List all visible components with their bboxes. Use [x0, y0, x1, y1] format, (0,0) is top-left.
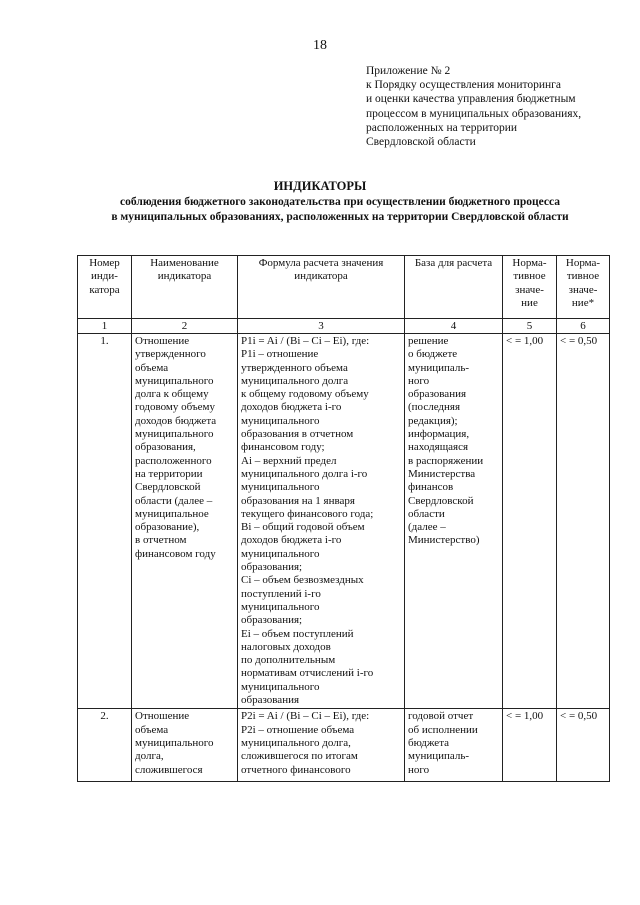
cell-line: редакция);	[408, 414, 458, 427]
header-cell-4	[405, 256, 503, 319]
cell-line: долга к общему	[135, 388, 209, 401]
cell-line: информация,	[408, 428, 470, 441]
header-cell-1	[78, 256, 132, 319]
cell-line: образования;	[241, 614, 303, 627]
header-cell-2	[132, 256, 238, 319]
cell-line: P2i – отношение объема	[241, 723, 355, 736]
cell-line: муниципальное	[135, 507, 209, 520]
cell-line: муниципального	[241, 547, 320, 560]
appendix-line: расположенных на территории	[366, 121, 518, 134]
cell-line: P1i – отношение	[241, 348, 319, 361]
cell-line: доходов бюджета i-го	[241, 401, 342, 414]
cell-line: финансов	[408, 481, 454, 494]
header-line: Норма-	[565, 257, 601, 269]
page-number: 18	[313, 38, 327, 53]
appendix-block	[366, 64, 626, 149]
header-cell-5	[503, 256, 557, 319]
cell-line: образование),	[135, 521, 200, 534]
column-number-cell: 5	[503, 319, 557, 334]
cell-line: P2i = Ai / (Bi – Ci – Ei), где:	[241, 710, 370, 723]
table-header-row	[78, 256, 610, 319]
cell-line: муниципального	[241, 600, 320, 613]
subtitle-line: в муниципальных образованиях, расположенных на территории Свердловской области	[111, 210, 569, 223]
normative-value-star-cell: < = 0,50	[557, 709, 610, 782]
cell-line: образования	[408, 388, 467, 401]
column-number-cell: 6	[557, 319, 610, 334]
document-title: ИНДИКАТОРЫ	[273, 179, 367, 193]
column-number-cell: 4	[405, 319, 503, 334]
cell-line: доходов бюджета i-го	[241, 534, 342, 547]
cell-line: расположенного	[135, 454, 212, 467]
cell-line: Ai – верхний предел	[241, 454, 337, 467]
indicator-name-cell	[132, 709, 238, 782]
cell-line: образования в отчетном	[241, 428, 354, 441]
normative-value-star-cell: < = 0,50	[557, 334, 610, 709]
cell-line: муниципаль-	[408, 361, 470, 374]
cell-line: муниципального	[135, 428, 214, 441]
cell-line: о бюджете	[408, 348, 458, 361]
cell-line: муниципального	[241, 680, 320, 693]
cell-line: в отчетном	[135, 534, 187, 547]
appendix-line: Свердловской области	[366, 136, 476, 149]
column-number-row	[78, 319, 610, 334]
cell-line: ного	[408, 374, 430, 387]
header-cell-6	[557, 256, 610, 319]
header-line: значе-	[568, 283, 598, 296]
indicator-number-cell: 2.	[78, 709, 132, 782]
header-line: индикатора	[157, 270, 212, 283]
cell-line: (последняя	[408, 401, 461, 414]
table-row	[78, 334, 610, 709]
cell-line: нормативам отчислений i-го	[241, 667, 374, 680]
cell-line: муниципального долга,	[241, 736, 351, 749]
cell-line: сложившегося по итогам	[241, 750, 358, 763]
header-line: значе-	[515, 283, 544, 296]
header-line: ние*	[571, 296, 595, 309]
cell-line: отчетного финансового	[241, 763, 351, 776]
cell-line: на территории	[135, 467, 203, 480]
appendix-line: к Порядку осуществления мониторинга	[366, 79, 562, 92]
cell-line: Ei – объем поступлений	[241, 627, 354, 640]
cell-line: образования,	[135, 441, 196, 454]
cell-line: поступлений i-го	[241, 587, 321, 600]
cell-line: области	[408, 507, 445, 520]
cell-line: объема	[135, 723, 169, 736]
header-line: инди-	[91, 270, 118, 283]
cell-line: образования	[241, 694, 300, 707]
cell-line: утвержденного	[135, 348, 206, 361]
normative-value-cell: < = 1,00	[503, 334, 557, 709]
cell-line: Ci – объем безвозмездных	[241, 574, 364, 587]
cell-line: объема	[135, 361, 169, 374]
cell-line: Отношение	[135, 335, 190, 347]
cell-line: Свердловской	[135, 481, 201, 494]
cell-line: годовому объему	[135, 401, 215, 414]
cell-line: муниципального	[241, 414, 320, 427]
formula-cell	[238, 334, 405, 709]
indicator-number-cell: 1.	[78, 334, 132, 709]
base-cell	[405, 709, 503, 782]
cell-line: муниципального долга i-го	[241, 467, 368, 480]
header-line: Формула расчета значения	[258, 257, 384, 269]
cell-line: ного	[408, 763, 430, 776]
normative-value-cell: < = 1,00	[503, 709, 557, 782]
header-line: индикатора	[294, 270, 348, 283]
cell-line: Министерство)	[408, 534, 480, 547]
cell-line: Отношение	[135, 710, 190, 723]
cell-line: текущего финансового года;	[241, 507, 374, 520]
cell-line: решение	[408, 335, 449, 347]
cell-line: образования на 1 января	[241, 494, 355, 507]
cell-line: находящаяся	[408, 441, 469, 454]
cell-line: в распоряжении	[408, 454, 484, 467]
cell-line: бюджета	[408, 736, 450, 749]
appendix-line: Приложение № 2	[366, 65, 451, 77]
appendix-line: процессом в муниципальных образованиях,	[366, 107, 582, 120]
header-cell-3	[238, 256, 405, 319]
header-line: ние	[521, 296, 538, 309]
appendix-line: и оценки качества управления бюджетным	[366, 93, 576, 106]
cell-line: долга,	[135, 750, 164, 763]
cell-line: налоговых доходов	[241, 640, 331, 653]
cell-line: к общему годовому объему	[241, 388, 369, 401]
cell-line: доходов бюджета	[135, 414, 217, 427]
subtitle-line: соблюдения бюджетного законодательства при осуществлении бюджетного процесса	[120, 196, 560, 208]
header-line: тивное	[566, 270, 600, 283]
header-line: Норма-	[512, 257, 547, 269]
cell-line: муниципального	[241, 481, 320, 494]
cell-line: по дополнительным	[241, 654, 336, 667]
header-line: катора	[89, 283, 120, 296]
cell-line: P1i = Ai / (Bi – Ci – Ei), где:	[241, 335, 370, 347]
header-line: Номер	[89, 257, 120, 269]
cell-line: области (далее –	[135, 494, 213, 507]
cell-line: финансовом году;	[241, 441, 325, 454]
cell-line: об исполнении	[408, 723, 478, 736]
cell-line: муниципального	[135, 374, 214, 387]
cell-line: муниципаль-	[408, 750, 470, 763]
cell-line: образования;	[241, 561, 303, 574]
column-number-cell: 1	[78, 319, 132, 334]
column-number-cell: 3	[238, 319, 405, 334]
header-line: Наименование	[150, 257, 219, 269]
cell-line: утвержденного объема	[241, 361, 348, 374]
column-number-cell: 2	[132, 319, 238, 334]
indicator-name-cell	[132, 334, 238, 709]
formula-cell	[238, 709, 405, 782]
cell-line: Свердловской	[408, 494, 474, 507]
cell-line: муниципального долга	[241, 374, 349, 387]
base-cell	[405, 334, 503, 709]
header-line: тивное	[513, 270, 546, 283]
cell-line: сложившегося	[135, 763, 203, 776]
cell-line: годовой отчет	[408, 710, 474, 723]
cell-line: муниципального	[135, 736, 214, 749]
indicators-table	[77, 255, 610, 782]
table-row	[78, 709, 610, 782]
header-line: База для расчета	[414, 257, 493, 269]
document-subtitle	[40, 195, 640, 224]
cell-line: (далее –	[408, 521, 446, 534]
cell-line: финансовом году	[135, 547, 216, 560]
cell-line: Bi – общий годовой объем	[241, 521, 365, 534]
cell-line: Министерства	[408, 467, 476, 480]
